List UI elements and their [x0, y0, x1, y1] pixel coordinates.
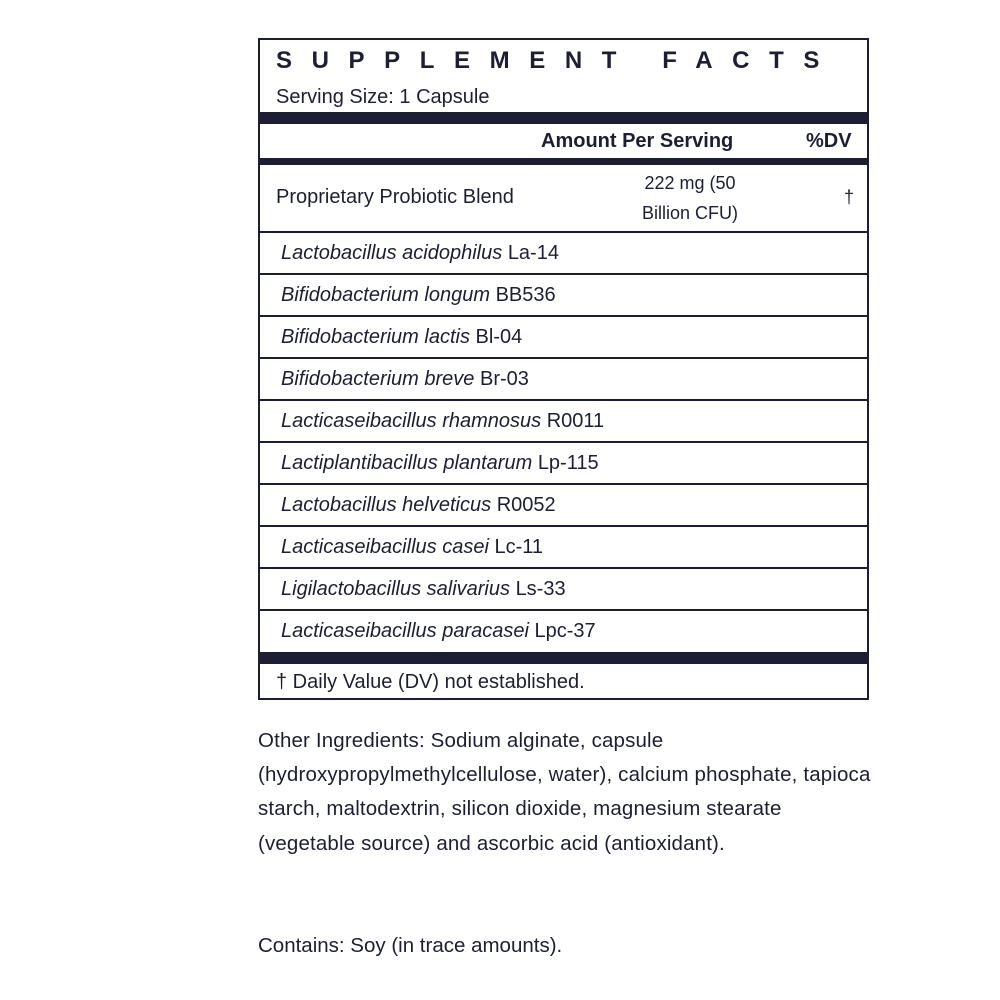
strain-code: R0052 — [496, 494, 556, 516]
strain-code: R0011 — [546, 410, 605, 432]
strain-row — [260, 401, 867, 443]
strain-species: Lacticaseibacillus rhamnosus — [281, 410, 542, 432]
strain-code: Lpc-37 — [534, 620, 596, 642]
strain-row — [260, 569, 867, 611]
strain-code: La-14 — [507, 242, 559, 264]
blend-name: Proprietary Probiotic Blend — [276, 186, 514, 208]
strain-code: Ls-33 — [515, 578, 566, 600]
other-ingredients: Other Ingredients: Sodium alginate, capsule (hydroxypropylmethylcellulose, water), calcium phosphate, tapioca starch, maltodextrin, silicon dioxide, magnesium stearate (vegetable source) and ascorbic acid (antioxidant). — [258, 729, 871, 855]
supplement-facts-panel — [258, 38, 869, 700]
amount-per-serving-header: Amount Per Serving — [541, 130, 734, 152]
strain-row — [260, 275, 867, 317]
thick-divider — [260, 652, 867, 664]
medium-divider — [260, 158, 867, 165]
thick-divider — [260, 112, 867, 124]
daily-value-header: %DV — [806, 130, 852, 152]
dv-footnote: † Daily Value (DV) not established. — [276, 671, 585, 693]
strain-code: Bl-04 — [475, 326, 523, 348]
strain-species: Bifidobacterium lactis — [281, 326, 470, 348]
strain-species: Bifidobacterium longum — [281, 284, 490, 306]
strain-code: Br-03 — [480, 368, 529, 390]
strain-row — [260, 485, 867, 527]
strain-list — [260, 233, 867, 653]
allergen-statement: Contains: Soy (in trace amounts). — [258, 934, 563, 957]
panel-title: SUPPLEMENT FACTS — [276, 47, 839, 74]
strain-code: Lp-115 — [537, 452, 599, 474]
strain-row — [260, 527, 867, 569]
strain-species: Bifidobacterium breve — [281, 368, 475, 390]
strain-code: BB536 — [495, 284, 556, 306]
strain-code: Lc-11 — [494, 536, 543, 558]
strain-species: Lacticaseibacillus casei — [281, 536, 489, 558]
blend-amount: 222 mg (50 Billion CFU) — [641, 173, 738, 223]
strain-species: Lactiplantibacillus plantarum — [281, 452, 533, 474]
blend-daily-value: † — [844, 187, 855, 207]
strain-species: Lacticaseibacillus paracasei — [281, 620, 529, 642]
strain-row — [260, 317, 867, 359]
strain-row — [260, 233, 867, 275]
strain-species: Lactobacillus helveticus — [281, 494, 492, 516]
strain-species: Lactobacillus acidophilus — [281, 242, 503, 264]
serving-size: Serving Size: 1 Capsule — [276, 86, 490, 108]
strain-row — [260, 611, 867, 653]
strain-species: Ligilactobacillus salivarius — [281, 578, 510, 600]
strain-row — [260, 443, 867, 485]
strain-row — [260, 359, 867, 401]
